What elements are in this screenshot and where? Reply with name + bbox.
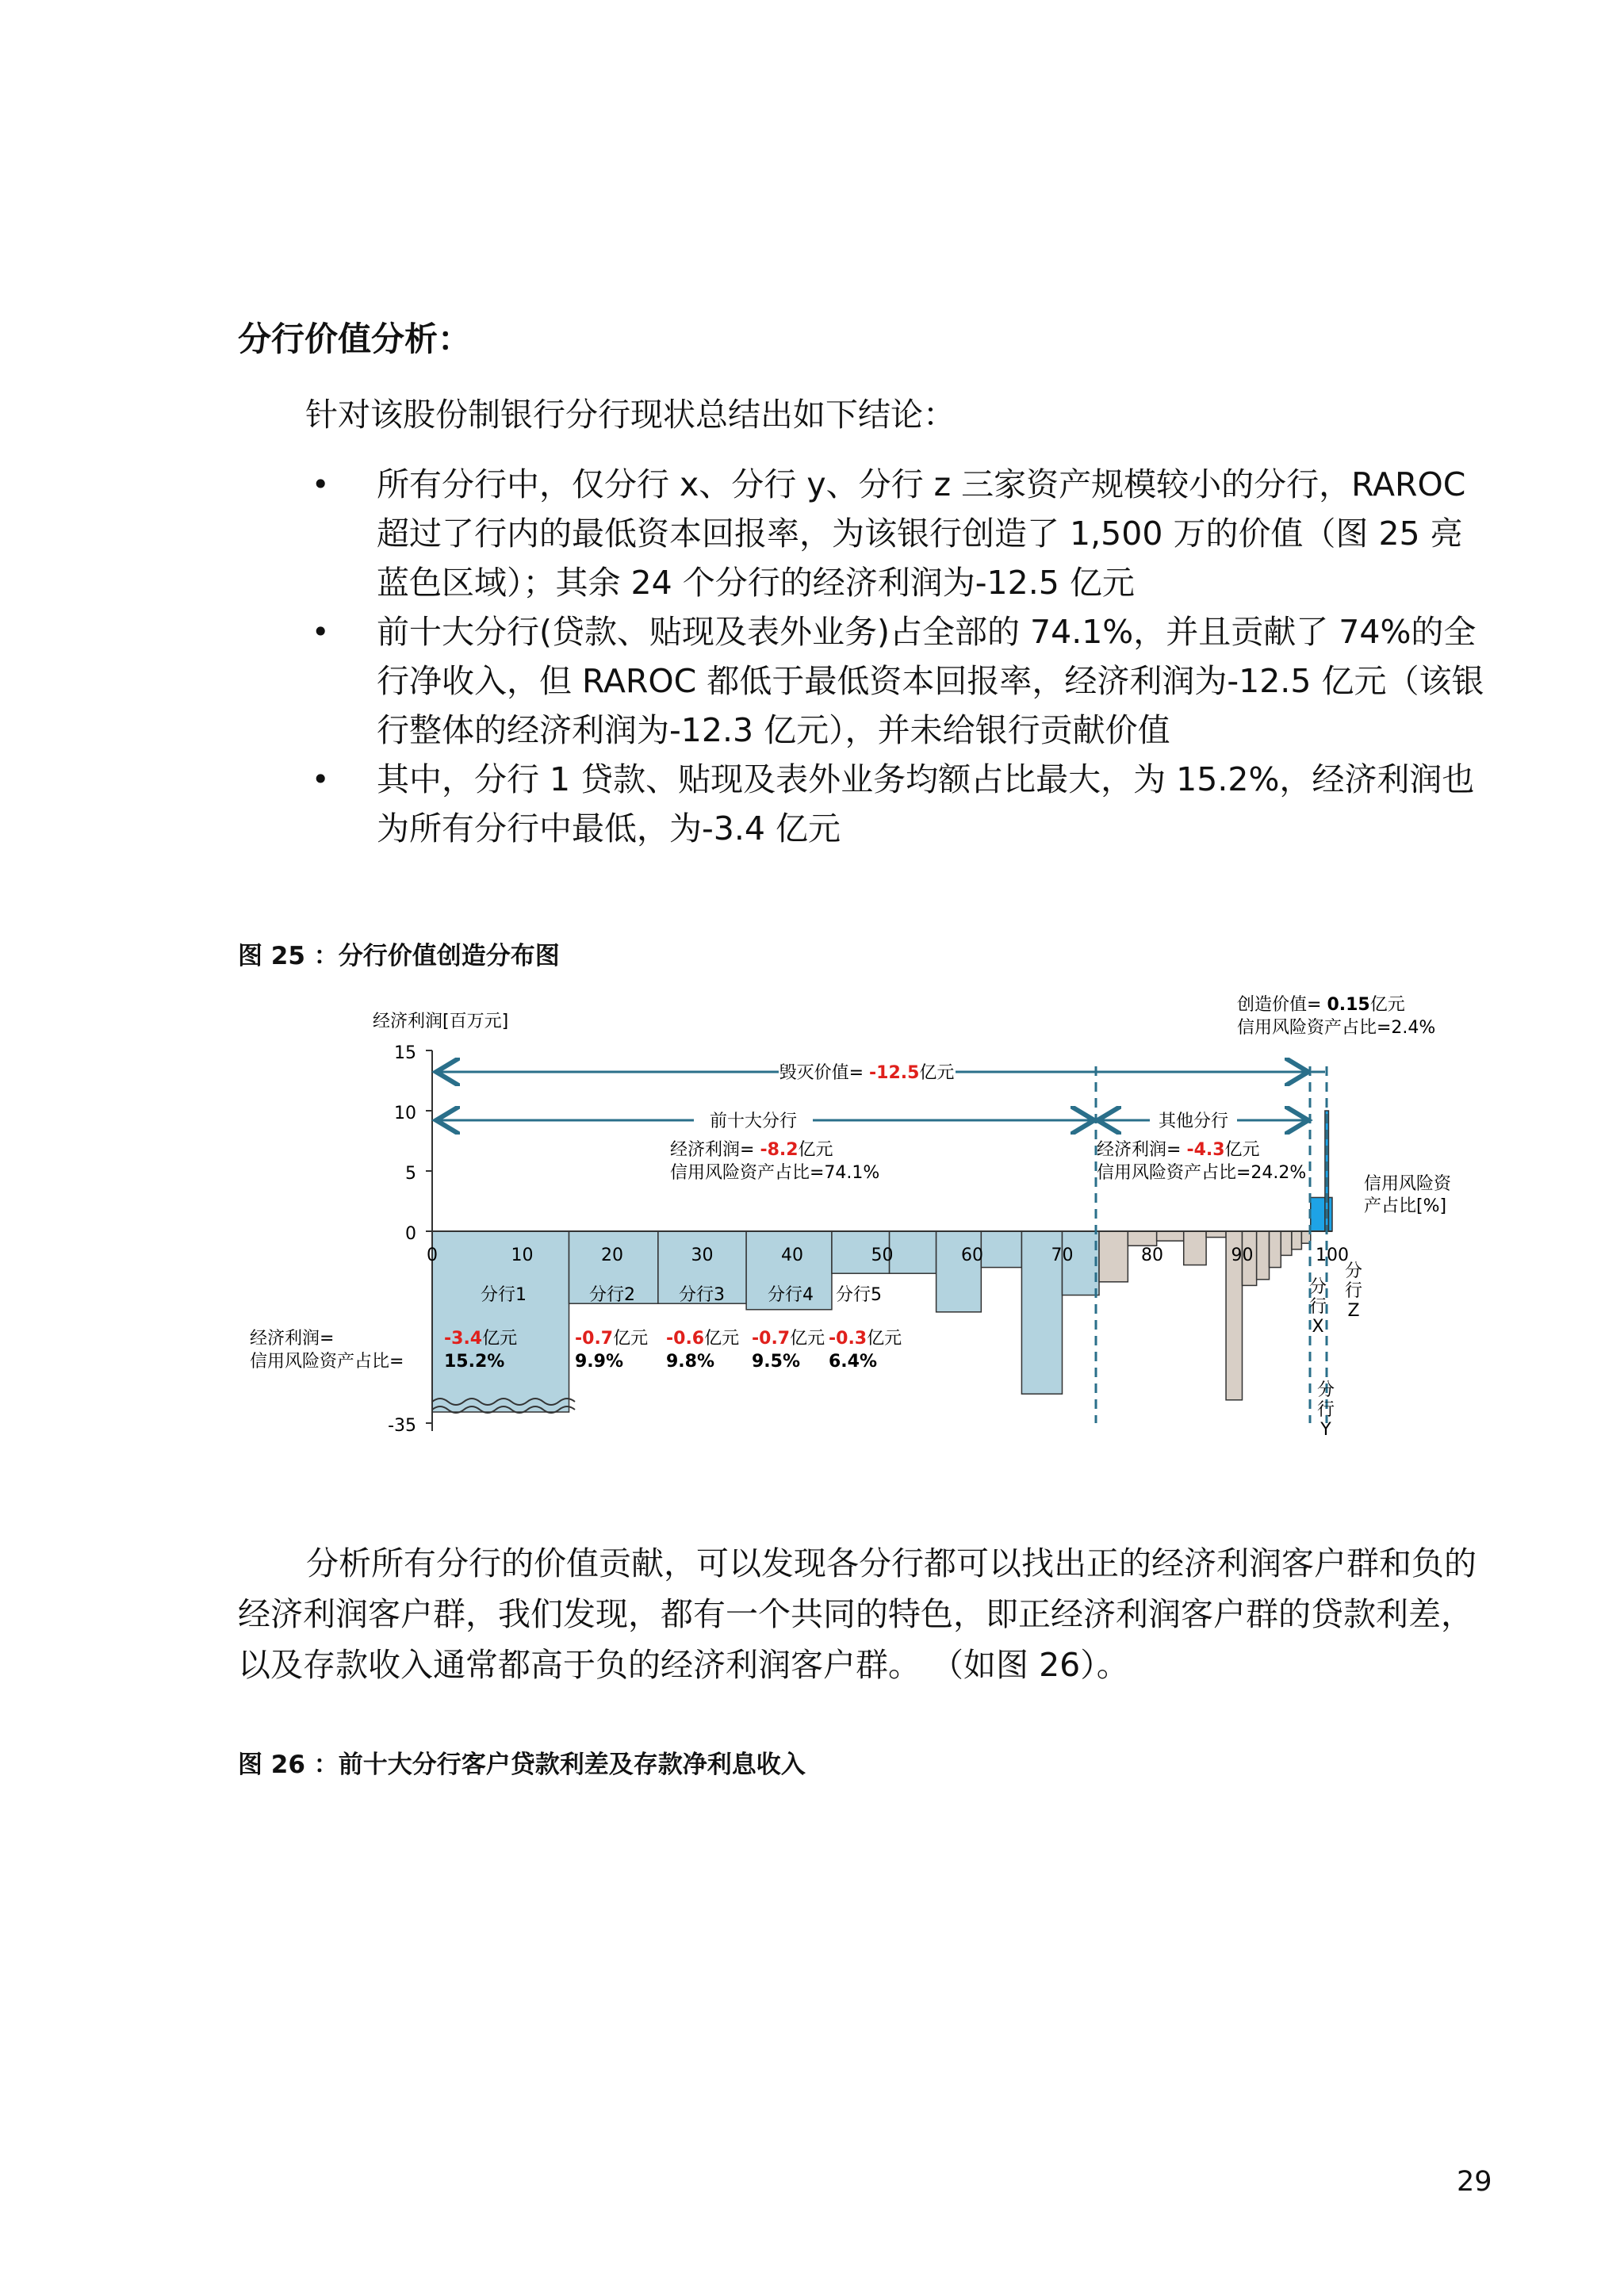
analysis-paragraph: 分析所有分行的价值贡献，可以发现各分行都可以找出正的经济利润客户群和负的经济利润客户群，我们发现，都有一个共同的特色，即正经济利润客户群的贷款利差，以及存款收入通常都高于负的经济利润客户群。 （如图 26）。 xyxy=(238,1544,1477,1684)
list-item xyxy=(305,607,1495,755)
branch-z-label-3: Z xyxy=(1347,1301,1360,1321)
branch-5-label: 分行5 xyxy=(836,1285,882,1305)
x-tick-label: 40 xyxy=(781,1246,803,1265)
section-heading: 分行价值分析： xyxy=(238,320,472,358)
other-share-label: 信用风险资产占比=24.2% xyxy=(1097,1163,1307,1183)
bar-18 xyxy=(1257,1231,1270,1280)
top10-ep-label: 经济利润= -8.2亿元 xyxy=(670,1140,833,1160)
branch-share-value: 9.9% xyxy=(575,1352,624,1372)
figure-25-chart xyxy=(238,991,1522,1459)
bar-21 xyxy=(1292,1231,1301,1249)
conclusion-list xyxy=(305,460,1495,853)
y-axis-title: 经济利润[百万元] xyxy=(373,1012,509,1031)
y-tick-label: -35 xyxy=(388,1416,416,1436)
bullet-text: 所有分行中，仅分行 x、分行 y、分行 z 三家资产规模较小的分行，RAROC 超过了行内的最低资本回报率，为该银行创造了 1,500 万的价值（图 25 亮蓝色区域）；其余 24 个分行的经济利润为-12.5 亿元 xyxy=(377,465,1466,602)
bar-25 xyxy=(1328,1197,1332,1231)
bullet-icon: • xyxy=(312,614,330,649)
bullet-icon: • xyxy=(312,762,330,797)
branch-ep-value: -0.7亿元 xyxy=(752,1329,825,1349)
x-tick-label: 60 xyxy=(961,1246,983,1265)
branch-3-label: 分行3 xyxy=(679,1285,725,1305)
page-number: 29 xyxy=(1457,2166,1492,2198)
branch-y-label-1: 分 xyxy=(1316,1380,1335,1400)
bar-20 xyxy=(1281,1231,1292,1255)
figure-25-caption: 图 25 ：分行价值创造分布图 xyxy=(238,942,560,970)
branch-ep-value: -3.4亿元 xyxy=(444,1329,518,1349)
bar-1 xyxy=(432,1231,569,1412)
x-tick-label: 90 xyxy=(1231,1246,1254,1265)
other-ep-label: 经济利润= -4.3亿元 xyxy=(1097,1140,1260,1160)
bar-13 xyxy=(1157,1231,1184,1241)
branch-ep-value: -0.3亿元 xyxy=(829,1329,902,1349)
x-tick-label: 20 xyxy=(601,1246,623,1265)
branch-share-value: 15.2% xyxy=(444,1352,505,1372)
branch-x-label-2: 行 xyxy=(1308,1297,1327,1317)
branch-4-label: 分行4 xyxy=(768,1285,814,1305)
bar-14 xyxy=(1184,1231,1206,1265)
branch-ep-value: -0.7亿元 xyxy=(575,1329,649,1349)
bar-7 xyxy=(936,1231,982,1312)
x-axis-title-line1: 信用风险资 xyxy=(1364,1174,1452,1194)
branch-share-value: 6.4% xyxy=(829,1352,878,1372)
branch-ep-value: -0.6亿元 xyxy=(666,1329,740,1349)
top10-label: 前十大分行 xyxy=(709,1112,798,1131)
bar-8 xyxy=(981,1231,1021,1268)
x-tick-label: 0 xyxy=(427,1246,438,1265)
bullet-text: 前十大分行(贷款、贴现及表外业务)占全部的 74.1%，并且贡献了 74%的全行净收入，但 RAROC 都低于最低资本回报率，经济利润为-12.5 亿元（该银行整体的经济利润为-12.3 亿元），并未给银行贡献价值 xyxy=(377,613,1484,749)
other-label: 其他分行 xyxy=(1158,1112,1229,1131)
branch-x-label-1: 分 xyxy=(1308,1277,1327,1297)
bullet-icon: • xyxy=(312,467,330,502)
branch-y-label-2: 行 xyxy=(1316,1400,1335,1420)
list-item xyxy=(305,755,1495,853)
branch-1-label: 分行1 xyxy=(481,1285,527,1305)
destroy-value-label: 毁灭价值= -12.5亿元 xyxy=(779,1063,955,1083)
y-tick-label: 5 xyxy=(405,1164,416,1184)
left-share-label: 信用风险资产占比= xyxy=(250,1352,404,1372)
x-tick-label: 10 xyxy=(511,1246,534,1265)
y-tick-label: 15 xyxy=(394,1043,416,1063)
bar-19 xyxy=(1270,1231,1281,1268)
bar-15 xyxy=(1206,1231,1226,1238)
y-tick-label: 0 xyxy=(405,1224,416,1244)
intro-text: 针对该股份制银行分行现状总结出如下结论： xyxy=(305,396,956,434)
branch-z-label-1: 分 xyxy=(1344,1261,1363,1281)
figure-26-caption: 图 26 ：前十大分行客户贷款利差及存款净利息收入 xyxy=(238,1751,806,1779)
x-tick-label: 50 xyxy=(871,1246,894,1265)
create-value-label: 创造价值= 0.15亿元 xyxy=(1237,995,1405,1015)
branch-z-label-2: 行 xyxy=(1344,1281,1363,1301)
bar-12 xyxy=(1128,1231,1156,1246)
branch-x-label-3: X xyxy=(1312,1317,1324,1337)
x-tick-label: 80 xyxy=(1141,1246,1163,1265)
left-ep-label: 经济利润= xyxy=(250,1329,335,1349)
top10-share-label: 信用风险资产占比=74.1% xyxy=(670,1163,880,1183)
x-tick-label: 70 xyxy=(1051,1246,1074,1265)
x-axis-title-line2: 产占比[%] xyxy=(1364,1196,1447,1216)
bar-6 xyxy=(890,1231,936,1273)
x-tick-label: 30 xyxy=(691,1246,714,1265)
branch-2-label: 分行2 xyxy=(589,1285,635,1305)
bullet-text: 其中，分行 1 贷款、贴现及表外业务均额占比最大，为 15.2%，经济利润也为所有分行中最低，为-3.4 亿元 xyxy=(377,760,1475,848)
bar-11 xyxy=(1099,1231,1128,1282)
branch-share-value: 9.8% xyxy=(666,1352,715,1372)
bar-23 xyxy=(1311,1197,1325,1231)
y-tick-label: 10 xyxy=(394,1104,416,1123)
branch-share-value: 9.5% xyxy=(752,1352,801,1372)
list-item xyxy=(305,460,1495,607)
create-share-label: 信用风险资产占比=2.4% xyxy=(1237,1018,1436,1038)
branch-y-label-3: Y xyxy=(1320,1420,1331,1440)
x-tick-label: 100 xyxy=(1316,1246,1349,1265)
